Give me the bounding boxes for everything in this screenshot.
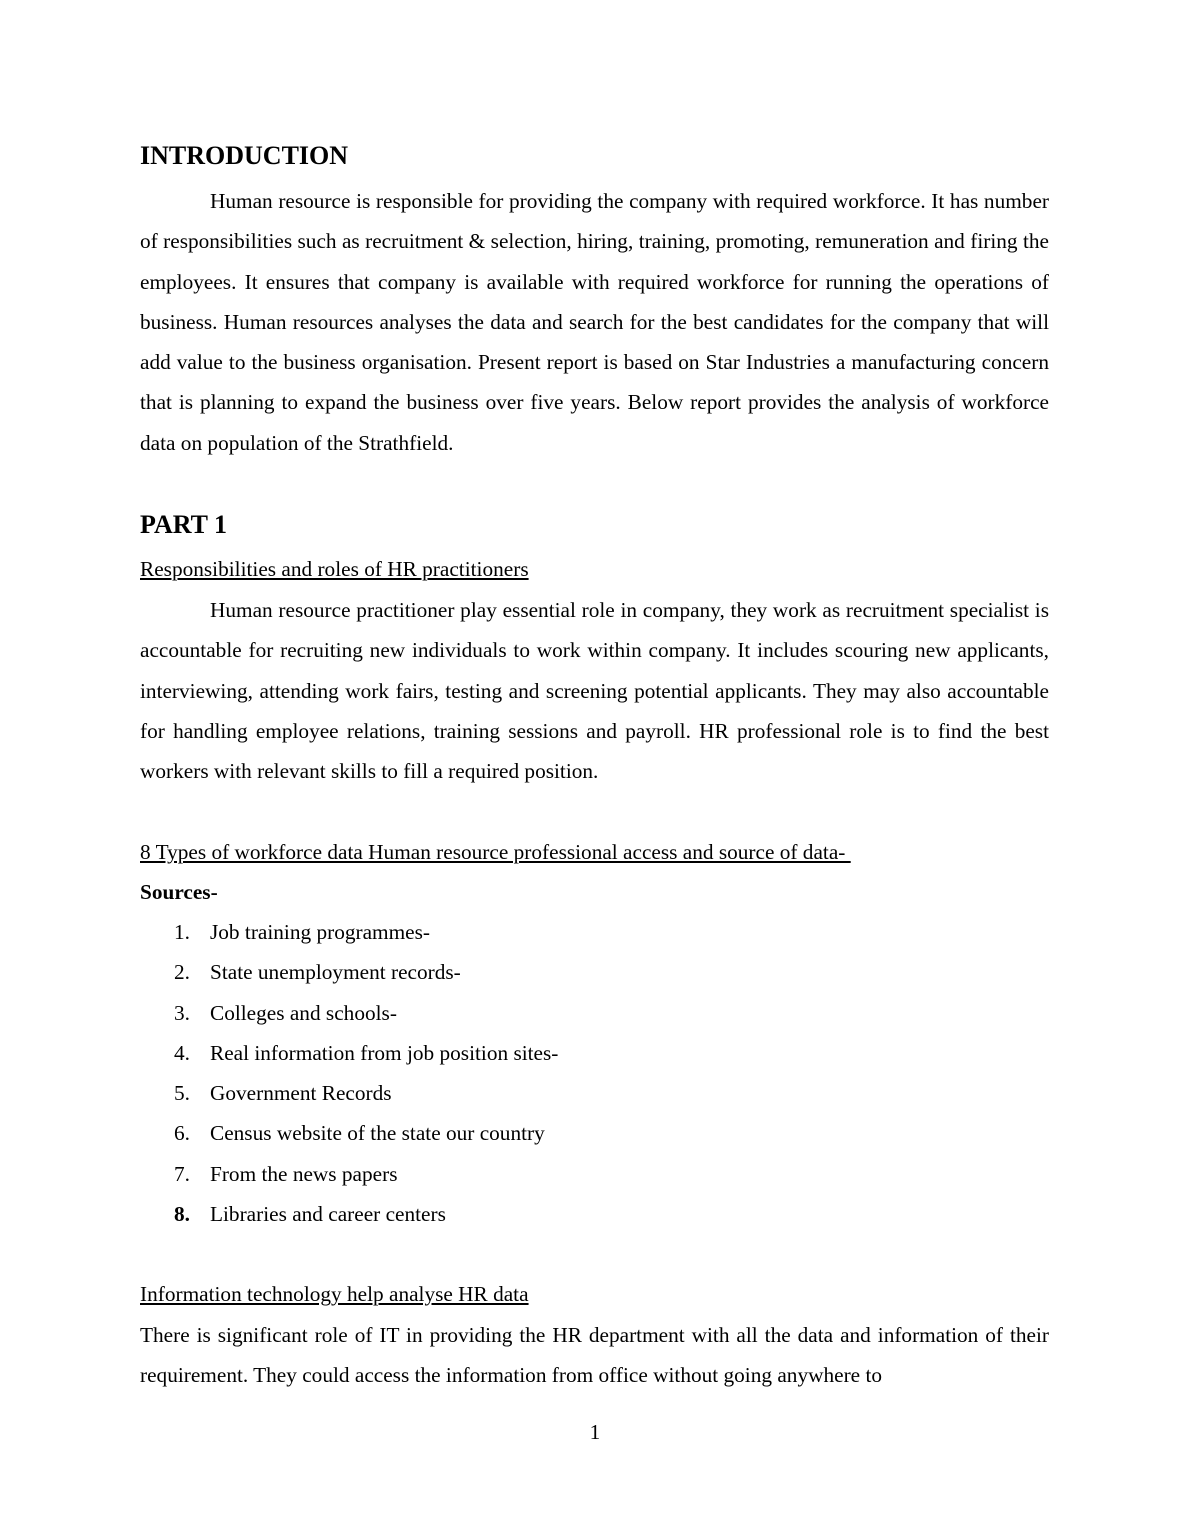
list-item-number: 6.: [174, 1121, 190, 1146]
list-item-text: Job training programmes-: [210, 920, 431, 944]
list-item-number: 7.: [174, 1161, 190, 1186]
roles-paragraph: Human resource practitioner play essential role in company, they work as recruitment specialist is accountable for recruiting new individuals to work within company. It includes scouring new applicants, interviewing, attending work fairs, testing and screening potential applicants. They may also accountable for handling employee relations, training sessions and payroll. HR professional role is to find the best workers with relevant skills to fill a required position.: [140, 598, 1049, 784]
introduction-heading: INTRODUCTION: [140, 141, 349, 170]
list-item-text: From the news papers: [210, 1161, 398, 1186]
introduction-paragraph: Human resource is responsible for providing the company with required workforce. It has number of responsibilities such as recruitment & selection, hiring, training, promoting, remuneration and firing the employees. It ensures that company is available with required workforce for running the operations of business. Human resources analyses the data and search for the best candidates for the company that will add value to the business organisation. Present report is based on Star Industries a manufacturing concern that is planning to expand the business over five years. Below report provides the analysis of workforce data on population of the Strathfield.: [140, 189, 1049, 455]
list-item-number: 8.: [174, 1202, 190, 1227]
list-item-number: 5.: [174, 1081, 190, 1106]
it-paragraph: There is significant role of IT in providing the HR department with all the data and information of their requirement. They could access the information from office without going anywhere to: [140, 1323, 1049, 1388]
list-item-text: Real information from job position sites-: [210, 1040, 559, 1065]
list-item-text: Libraries and career centers: [210, 1202, 446, 1227]
list-item-text: Government Records: [210, 1081, 392, 1106]
it-subheading: Information technology help analyse HR data: [140, 1282, 529, 1306]
list-item-text: Colleges and schools-: [210, 1000, 397, 1025]
list-item-number: 1.: [174, 920, 190, 944]
list-item-number: 2.: [174, 960, 190, 985]
list-item-number: 3.: [174, 1000, 190, 1025]
workforce-data-types-subheading: 8 Types of workforce data Human resource professional access and source of data-: [140, 840, 851, 864]
list-item-text: Census website of the state our country: [210, 1121, 545, 1146]
page-number: 1: [589, 1420, 601, 1444]
list-item-number: 4.: [174, 1040, 190, 1065]
roles-subheading: Responsibilities and roles of HR practitioners: [140, 557, 529, 581]
part1-heading: PART 1: [140, 510, 227, 539]
list-item-text: State unemployment records-: [210, 960, 461, 985]
sources-label: Sources-: [140, 880, 218, 904]
